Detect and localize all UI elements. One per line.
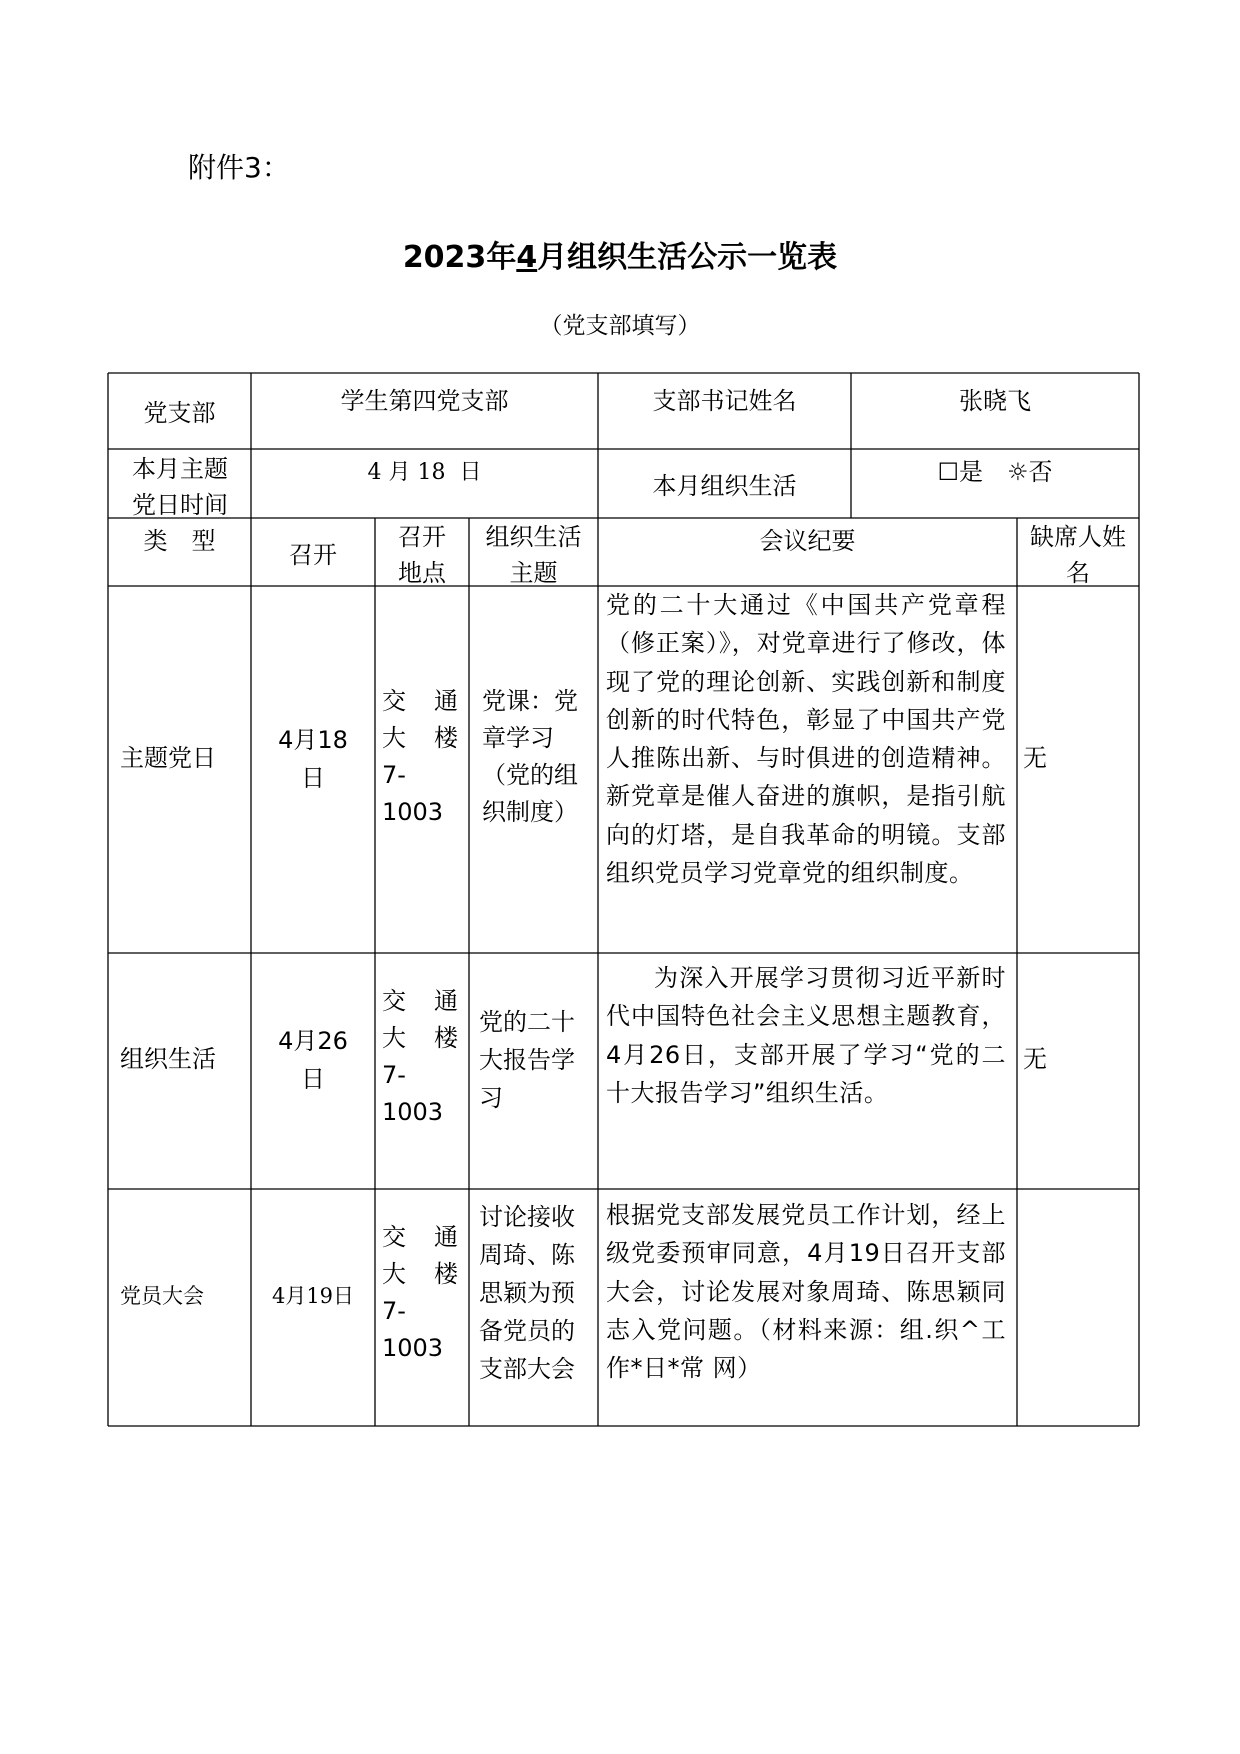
col-header-absent [1017,519,1139,591]
row3-place [382,1219,458,1367]
row3-topic-line: 周琦、陈 [479,1241,575,1269]
row3-date: 4月19日 [271,1284,355,1308]
col-header-place-line1: 召开 [398,523,446,551]
row3-place-b1: 大 [382,1260,406,1288]
row1-topic-line: 章学习 [482,724,554,752]
row2-place-a2: 通 [434,987,458,1015]
row2-type: 组织生活 [120,1045,216,1073]
col-header-absent-line2: 名 [1066,559,1090,587]
row1-date [251,721,375,797]
row3-summary: 根据党支部发展党员工作计划，经上级党委预审同意，4月19日召开支部大会，讨论发展对象周琦、陈思颖同志入党问题。（材料来源：组.织^工 作*日*常 网） [606,1201,1006,1383]
theme-day-label-line2: 党日时间 [132,491,228,519]
row2-place-a1: 交 [382,987,406,1015]
col-header-absent-line1: 缺席人姓 [1030,523,1126,551]
title-pre: 年 [486,240,517,275]
col-header-held: 召开 [289,541,337,569]
row2-absent: 无 [1023,1045,1047,1073]
row2-topic-line: 大报告学 [479,1046,575,1074]
col-header-place-line2: 地点 [398,559,446,587]
row3-type: 党员大会 [120,1284,204,1308]
col-header-topic [469,519,598,591]
row1-place [382,683,458,831]
row2-topic-line: 党的二十 [479,1008,575,1036]
row3-place-d: 1003 [382,1334,444,1362]
row3-topic-line: 讨论接收 [479,1203,575,1231]
secretary-value: 张晓飞 [959,387,1031,415]
row2-place-b1: 大 [382,1024,406,1052]
col-header-place [375,519,469,591]
col-header-type: 类 型 [143,527,216,555]
row1-topic-line: （党的组 [482,761,578,789]
row3-place-b2: 楼 [434,1260,458,1288]
row1-date-line1: 4月18 [278,726,348,754]
org-life-yes-checkbox[interactable]: ☐是 [937,458,983,486]
row1-topic [482,683,594,831]
row2-place-c: 7- [382,1061,406,1089]
row1-date-line2: 日 [301,764,325,792]
row3-topic-line: 支部大会 [479,1355,575,1383]
row2-place [382,983,458,1131]
org-life-options [851,454,1139,491]
attachment-label: 附件3： [188,151,290,184]
title-year: 2023 [402,240,487,275]
row1-summary: 党的二十大通过《中国共产党章程（修正案）》，对党章进行了修改，体现了党的理论创新、实践创新和制度创新的时代特色，彰显了中国共产党人推陈出新、与时俱进的创造精神。新党章是催人奋进的旗帜，是指引航向的灯塔，是自我革命的明镜。支部组织党员学习党章党的组织制度。 [606,591,1006,888]
row3-place-c: 7- [382,1297,406,1325]
row2-date [251,1022,375,1098]
row3-topic [479,1198,595,1388]
col-header-topic-line1: 组织生活 [485,523,582,551]
row2-date-line2: 日 [301,1065,325,1093]
row2-summary: 为深入开展学习贯彻习近平新时代中国特色社会主义思想主题教育，4月26日，支部开展了学习“党的二十大报告学习”组织生活。 [606,964,1006,1107]
row2-place-d: 1003 [382,1098,444,1126]
theme-day-label-line1: 本月主题 [132,455,228,483]
title-post: 月组织生活公示一览表 [537,240,838,275]
branch-value: 学生第四党支部 [340,387,509,415]
row1-place-c: 7- [382,761,406,789]
row1-topic-line: 织制度） [482,798,578,826]
org-life-no-checkbox[interactable]: ☼否 [1007,458,1053,486]
branch-label: 党支部 [143,399,216,427]
row3-topic-line: 思颖为预 [479,1279,575,1307]
secretary-label: 支部书记姓名 [652,387,797,415]
row2-topic-line: 习 [479,1084,503,1112]
page-title [0,232,1240,276]
row1-type: 主题党日 [120,744,216,772]
row1-place-b2: 楼 [434,724,458,752]
row3-topic-line: 备党员的 [479,1317,575,1345]
row1-absent: 无 [1023,744,1047,772]
row1-place-b1: 大 [382,724,406,752]
row1-place-a2: 通 [434,687,458,715]
theme-day-label [132,451,250,523]
row2-place-b2: 楼 [434,1024,458,1052]
row1-place-d: 1003 [382,798,444,826]
title-month: 4 [516,240,538,275]
col-header-topic-line2: 主题 [509,559,558,587]
row2-date-line1: 4月26 [278,1027,348,1055]
col-header-summary: 会议纪要 [759,527,856,555]
row1-topic-line: 党课：党 [482,687,578,715]
page-subtitle: （党支部填写） [539,313,701,339]
row3-place-a1: 交 [382,1223,406,1251]
row2-topic [479,1003,595,1117]
theme-day-value: 4 月 18 日 [367,460,482,485]
row3-place-a2: 通 [434,1223,458,1251]
org-life-label: 本月组织生活 [652,472,797,500]
row1-place-a1: 交 [382,687,406,715]
